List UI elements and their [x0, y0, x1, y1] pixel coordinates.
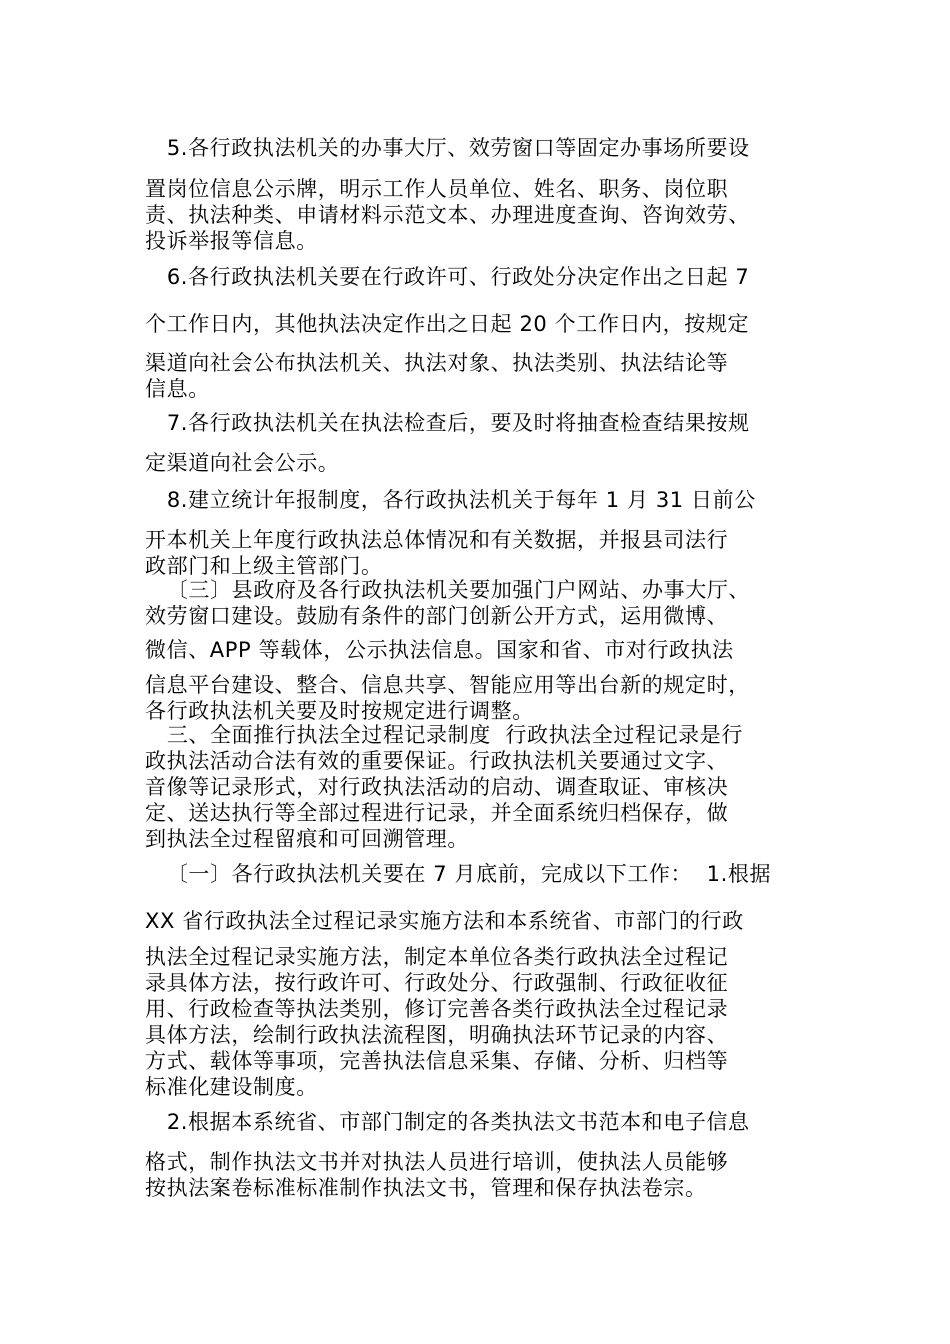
- text-line: 录具体方法，按行政许可、行政处分、行政强制、行政征收征: [145, 971, 729, 995]
- text-line: 按执法案卷标准标准制作执法文书，管理和保存执法卷宗。: [145, 1176, 707, 1200]
- text-line: 置岗位信息公示牌，明示工作人员单位、姓名、职务、岗位职: [145, 177, 729, 201]
- text-line: 音像等记录形式，对行政执法活动的启动、调查取证、审核决: [145, 775, 729, 799]
- text-line: 责、执法种类、申请材料示范文本、办理进度查询、咨询效劳、: [145, 203, 750, 227]
- text-line: 格式，制作执法文书并对执法人员进行培训，使执法人员能够: [145, 1150, 729, 1174]
- text-line: 三、全面推行执法全过程记录制度 行政执法全过程记录是行: [145, 723, 743, 747]
- text-line: 6.各行政执法机关要在行政许可、行政处分决定作出之日起 7: [145, 265, 750, 289]
- text-line: 具体方法，绘制行政执法流程图，明确执法环节记录的内容、: [145, 1023, 729, 1047]
- text-line: 信息平台建设、整合、信息共享、智能应用等出台新的规定时，: [145, 673, 750, 697]
- text-line: 8.建立统计年报制度，各行政执法机关于每年 1 月 31 日前公: [145, 488, 756, 512]
- text-line: 政执法活动合法有效的重要保证。行政执法机关要通过文字、: [145, 749, 729, 773]
- text-line: 标准化建设制度。: [145, 1075, 318, 1099]
- text-line: 7.各行政执法机关在执法检查后，要及时将抽查检查结果按规: [145, 411, 750, 435]
- text-line: 到执法全过程留痕和可回溯管理。: [145, 827, 469, 851]
- text-line: 开本机关上年度行政执法总体情况和有关数据，并报县司法行: [145, 528, 729, 552]
- text-line: 政部门和上级主管部门。: [145, 554, 383, 578]
- text-line: 2.根据本系统省、市部门制定的各类执法文书范本和电子信息: [145, 1110, 750, 1134]
- text-line: 用、行政检查等执法类别，修订完善各类行政执法全过程记录: [145, 997, 729, 1021]
- text-line: 定、送达执行等全部过程进行记录，并全面系统归档保存，做: [145, 801, 729, 825]
- text-line: 信息。: [145, 377, 210, 401]
- text-line: 各行政执法机关要及时按规定进行调整。: [145, 699, 534, 723]
- text-line: 投诉举报等信息。: [145, 229, 318, 253]
- text-line: 个工作日内，其他执法决定作出之日起 20 个工作日内，按规定: [145, 312, 750, 336]
- text-line: 微信、APP 等载体，公示执法信息。国家和省、市对行政执法: [145, 638, 734, 662]
- text-line: 5.各行政执法机关的办事大厅、效劳窗口等固定办事场所要设: [145, 136, 750, 160]
- text-line: 执法全过程记录实施方法，制定本单位各类行政执法全过程记: [145, 945, 729, 969]
- text-line: 效劳窗口建设。鼓励有条件的部门创新公开方式，运用微博、: [145, 604, 729, 628]
- text-line: 渠道向社会公布执法机关、执法对象、执法类别、执法结论等: [145, 351, 729, 375]
- text-line: 定渠道向社会公示。: [145, 451, 340, 475]
- text-line: 方式、载体等事项，完善执法信息采集、存储、分析、归档等: [145, 1049, 729, 1073]
- text-line: 〔一〕各行政执法机关要在 7 月底前，完成以下工作： 1.根据: [145, 862, 772, 886]
- text-line: XX 省行政执法全过程记录实施方法和本系统省、市部门的行政: [145, 909, 744, 933]
- text-line: 〔三〕县政府及各行政执法机关要加强门户网站、办事大厅、: [145, 578, 751, 602]
